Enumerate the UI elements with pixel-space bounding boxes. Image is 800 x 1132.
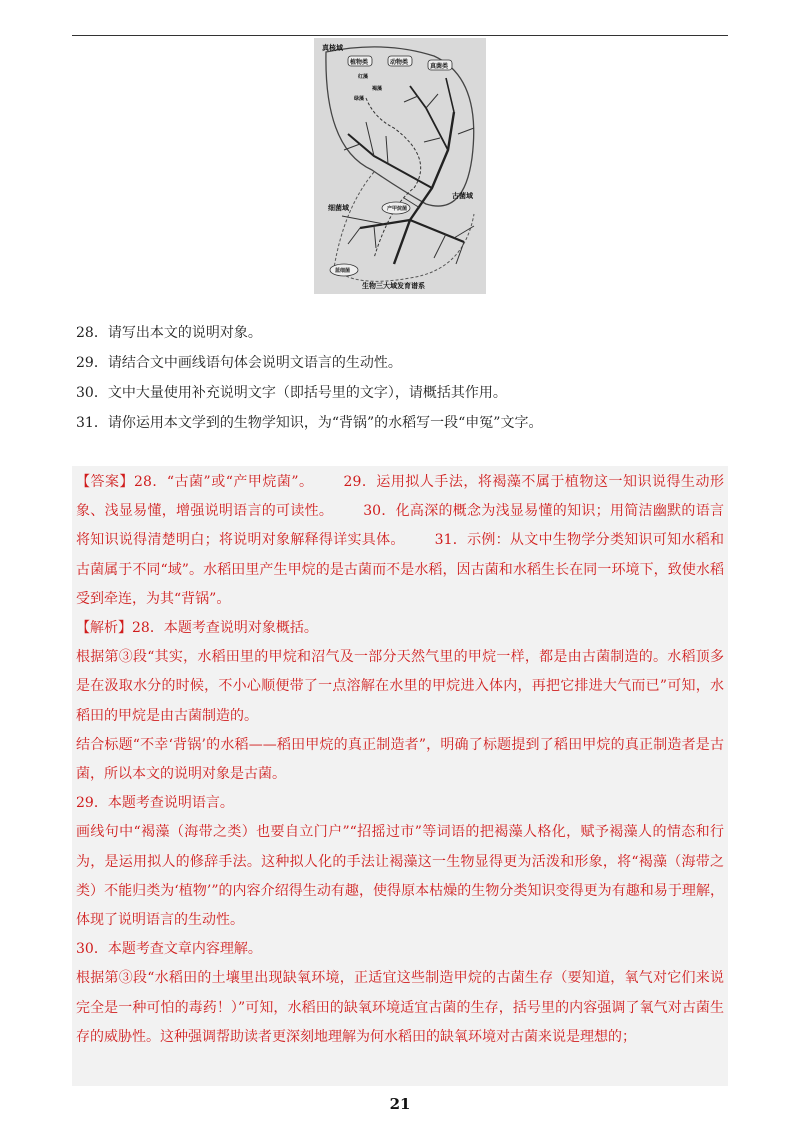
fungi-branch (446, 78, 454, 112)
question-29: 29．请结合文中画线语句体会说明文语言的生动性。 (76, 355, 402, 371)
label-brown-algae: 褐藻 (372, 86, 383, 92)
label-eukaryote: 真核域 (322, 44, 343, 52)
question-31: 31．请你运用本文学到的生物学知识，为“背锅”的水稻写一段“申冤”文字。 (76, 415, 543, 431)
answer-31: 31．示例：从文中生物学分类知识可知水稻和古菌属于不同“域”。水稻田里产生甲烷的是古菌而不是水稻，因古菌和水稻生长在同一环境下，致使水稻受到牵连，为其“背锅”。 (76, 532, 724, 607)
answer-30: 30．化高深的概念为浅显易懂的知识；用简洁幽默的语言将知识说得清楚明白；将说明对象解释得详实具体。 (76, 503, 724, 549)
label-archaea: 古菌域 (452, 192, 473, 200)
analysis-28-title (76, 614, 724, 643)
header-rule (72, 35, 728, 36)
eukaryote-branch (348, 134, 432, 188)
phylogeny-diagram (314, 38, 486, 294)
analysis-30-para-1: 根据第③段“水稻田的土壤里出现缺氧环境，正适宜这些制造甲烷的古菌生存（要知道，氧气对它们来说完全是一种可怕的毒药！）”可知，水稻田的缺氧环境适宜古菌的生存，括号里的内容强调了氧气对古菌生存的威胁性。这种强调帮助读者更深刻地理解为何水稻田的缺氧环境对古菌来说是理想的； (76, 970, 724, 1045)
analysis-28-title-text: 28．本题考查说明对象概括。 (132, 620, 318, 637)
figure-caption: 生物三大域发育谱系 (362, 282, 425, 290)
label-fungi: 真菌类 (430, 63, 449, 70)
answer-29: 29．运用拟人手法，将褐藻不属于植物这一知识说得生动形象、浅显易懂，增强说明语言的可读性。 (76, 474, 724, 520)
archaea-branch (410, 220, 464, 242)
analysis-28-para-2: 结合标题“不幸‘背锅’的水稻——稻田甲烷的真正制造者”，明确了标题提到了稻田甲烷的真正制造者是古菌，所以本文的说明对象是古菌。 (76, 736, 724, 783)
label-methanogen: 产甲烷菌 (387, 206, 408, 212)
page-number: 21 (389, 1095, 411, 1113)
label-plants: 植物类 (350, 59, 369, 66)
phylogeny-figure (314, 38, 486, 294)
analysis-tag: 【解析】 (76, 620, 132, 637)
label-bacteria: 细菌域 (328, 204, 349, 212)
analysis-29-title: 29．本题考查说明语言。 (76, 795, 234, 812)
label-cyanobacteria: 蓝细菌 (335, 268, 351, 274)
label-green-algae: 绿藻 (354, 96, 365, 102)
question-30: 30．文中大量使用补充说明文字（即括号里的文字），请概括其作用。 (76, 385, 507, 401)
answer-paragraph (76, 468, 724, 614)
analysis-29-para-1: 画线句中“褐藻（海带之类）也要自立门户”“招摇过市”等词语的把褐藻人格化，赋予褐藻人的情态和行为，是运用拟人的修辞手法。这种拟人化的手法让褐藻这一生物显得更为活泼和形象，将“褐藻（海带之类）不能归类为‘植物’”的内容介绍得生动有趣，使得原本枯燥的生物分类知识变得更为有趣和易于理解，体现了说明语言的生动性。 (76, 824, 724, 929)
answer-tag: 【答案】 (76, 474, 135, 490)
question-list (76, 318, 736, 438)
label-animals: 动物类 (390, 59, 409, 66)
analysis-30-title: 30．本题考查文章内容理解。 (76, 941, 262, 958)
label-red-algae: 红藻 (358, 74, 369, 80)
answer-28: 28．“古菌”或“产甲烷菌”。 (134, 474, 314, 490)
analysis-28-para-1: 根据第③段“其实，水稻田里的甲烷和沼气及一部分天然气里的甲烷一样，都是由古菌制造的。水稻顶多是在汲取水分的时候，不小心顺便带了一点溶解在水里的甲烷进入体内，再把它排进大气而已”可知，水稻田的甲烷是由古菌制造的。 (76, 649, 724, 724)
question-28: 28．请写出本文的说明对象。 (76, 325, 262, 341)
bacteria-region (334, 172, 474, 281)
tree-trunk (394, 112, 454, 264)
answer-section (72, 466, 728, 1086)
